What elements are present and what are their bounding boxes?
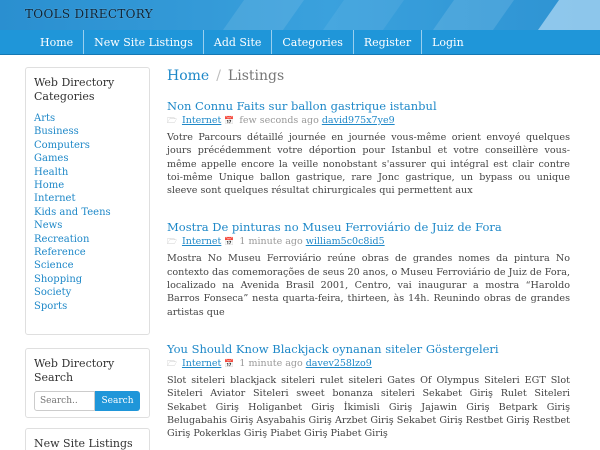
listing-title-link[interactable]: You Should Know Blackjack oynanan siteler Göstergeleri xyxy=(167,341,499,356)
site-header xyxy=(0,0,600,30)
folder-icon: 🗁 xyxy=(167,237,177,247)
listing-time: few seconds ago xyxy=(239,115,319,126)
category-link-games[interactable]: Games xyxy=(34,153,69,165)
search-panel-title: Web Directory Search xyxy=(34,357,115,384)
listing-meta xyxy=(167,357,570,370)
search-panel xyxy=(25,348,150,418)
site-title[interactable]: TOOLS DIRECTORY xyxy=(25,7,153,21)
listing-category-link[interactable]: Internet xyxy=(181,357,222,369)
search-input[interactable] xyxy=(34,391,95,411)
category-link-business[interactable]: Business xyxy=(34,126,79,138)
listing-user-link[interactable]: davev258lzo9 xyxy=(305,357,372,369)
categories-panel-title: Web Directory Categories xyxy=(34,76,115,103)
category-link-science[interactable]: Science xyxy=(34,260,74,272)
search-form xyxy=(34,391,141,411)
category-link-home[interactable]: Home xyxy=(34,180,65,192)
nav-categories[interactable]: Categories xyxy=(272,30,354,54)
listing-time: 1 minute ago xyxy=(239,236,303,248)
calendar-icon: 📅 xyxy=(224,358,235,368)
category-link-arts[interactable]: Arts xyxy=(34,113,56,124)
listing-item xyxy=(167,216,570,318)
category-link-computers[interactable]: Computers xyxy=(34,139,90,151)
listing-meta xyxy=(167,114,570,127)
nav-new-site-listings[interactable]: New Site Listings xyxy=(84,30,204,54)
category-link-news[interactable]: News xyxy=(34,220,63,232)
category-link-reference[interactable]: Reference xyxy=(34,247,86,259)
main-nav xyxy=(0,30,600,55)
header-decoration xyxy=(209,0,311,30)
category-link-health[interactable]: Health xyxy=(34,166,69,178)
calendar-icon: 📅 xyxy=(224,116,235,125)
new-listings-panel xyxy=(25,428,150,450)
nav-login[interactable]: Login xyxy=(432,36,464,49)
nav-home[interactable]: Home xyxy=(30,30,84,54)
category-link-sports[interactable]: Sports xyxy=(34,300,68,312)
breadcrumb xyxy=(167,66,570,86)
listing-item xyxy=(167,338,570,440)
category-link-internet[interactable]: Internet xyxy=(34,193,76,205)
listing-user-link[interactable]: david975x7ye9 xyxy=(321,115,395,126)
header-decoration xyxy=(524,0,600,30)
listing-meta xyxy=(167,235,570,248)
categories-panel xyxy=(25,67,150,335)
listing-item xyxy=(167,95,570,197)
new-listings-panel-title: New Site Listings xyxy=(34,437,133,450)
header-decoration xyxy=(309,0,411,30)
listing-description: Votre Parcours détaillé journée en journée vous-même orient envoyé quelques jours précédemment votre déportion pour Istanbul et votre conseillère vous-même appelle encore la veille nonobstant s'assurer qui intégral est clair contre toi-même Unique ballon gastrique, rare Jonc gastrique, un bypass ou unique sleeve sont quelques résultat chirurgicales qui permettent aux xyxy=(167,132,570,197)
nav-add-site[interactable]: Add Site xyxy=(204,30,273,54)
category-link-society[interactable]: Society xyxy=(34,287,72,299)
nav-register[interactable]: Register xyxy=(354,30,422,54)
folder-icon: 🗁 xyxy=(167,116,177,125)
listing-category-link[interactable]: Internet xyxy=(181,115,222,126)
breadcrumb-current: Listings xyxy=(227,68,285,84)
category-list xyxy=(34,112,141,313)
header-decoration xyxy=(419,0,521,30)
search-button[interactable]: Search xyxy=(95,391,140,411)
calendar-icon: 📅 xyxy=(224,237,235,247)
main-content xyxy=(167,66,570,450)
category-link-shopping[interactable]: Shopping xyxy=(34,273,83,285)
listing-title-link[interactable]: Non Connu Faits sur ballon gastrique istanbul xyxy=(167,99,437,113)
listing-user-link[interactable]: william5c0c8id5 xyxy=(305,236,385,248)
category-link-kids-and-teens[interactable]: Kids and Teens xyxy=(34,206,111,218)
breadcrumb-home[interactable]: Home xyxy=(167,68,210,84)
listing-description: Mostra No Museu Ferroviário reúne obras de grandes nomes da pintura No contexto das comemorações de seus 20 anos, o Museu Ferroviário de Juiz de Fora, localizado na Avenida Brasil 2001, Centro, vai inaugurar a mostra “Haroldo Barros Fonseca” nesta quarta-feira, thirteen, às 14h. Reunindo obras de grandes artistas que xyxy=(167,253,570,318)
folder-icon: 🗁 xyxy=(167,358,177,368)
listing-description: Slot siteleri blackjack siteleri rulet siteleri Gates Of Olympus Siteleri EGT Slot Siteleri Aviator Siteleri sweet bonanza siteleri Sekabet Giriş Rulet Siteleri Sekabet Giriş Holiganbet Giriş İkimisli Giriş Jajawin Giriş Betpark Giriş Belugabahis Giriş Asyabahis Giriş Arzbet Giriş Sekabet Giriş Restbet Giriş Restbet Giriş Pokerklas Giriş Piabet Giriş Piabet Giriş xyxy=(167,374,570,440)
listing-time: 1 minute ago xyxy=(239,357,303,369)
listing-category-link[interactable]: Internet xyxy=(181,236,222,248)
breadcrumb-separator: / xyxy=(216,68,221,84)
listing-title-link[interactable]: Mostra De pinturas no Museu Ferroviário de Juiz de Fora xyxy=(167,220,502,235)
category-link-recreation[interactable]: Recreation xyxy=(34,233,90,245)
